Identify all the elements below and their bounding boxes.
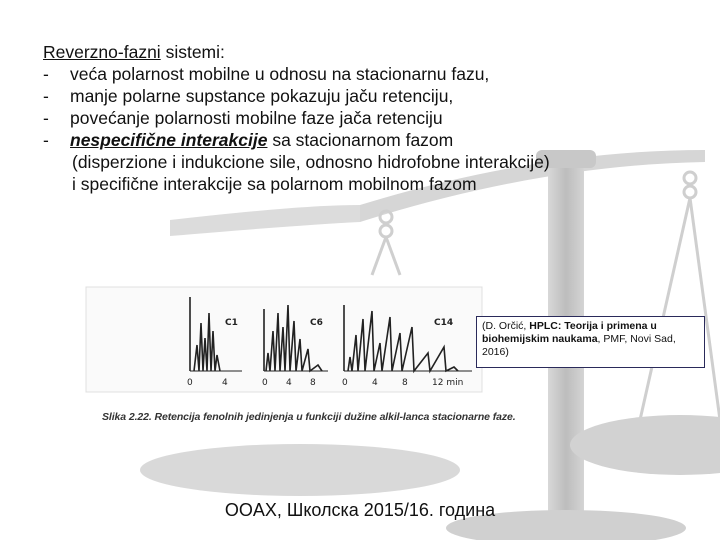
bullet-item — [43, 85, 683, 107]
axis-tick: 8 — [402, 378, 408, 388]
axis-tick: 4 — [372, 378, 378, 388]
bullet-continuation: (disperzione i indukcione sile, odnosno hidrofobne interakcije) — [72, 152, 550, 172]
panel-label: C14 — [434, 318, 454, 328]
bullet-dash: - — [43, 130, 49, 150]
bullet-item — [43, 107, 683, 129]
bullet-text: povećanje polarnosti mobilne faze jača retenciju — [70, 108, 443, 128]
slide-heading — [43, 41, 683, 63]
citation-box — [476, 316, 705, 368]
axis-tick: 0 — [262, 378, 268, 388]
axis-tick: 4 — [286, 378, 292, 388]
slide-footer: OOAX, Школска 2015/16. година — [224, 500, 496, 520]
bullet-dash: - — [43, 108, 49, 128]
chromatogram-image — [82, 283, 538, 408]
citation-text: (D. Orčić, — [482, 320, 530, 332]
citation-book-title: HPLC: Teorija i primena u biohemijskim naukama — [482, 320, 657, 345]
bullet-text: sa stacionarnom fazom — [267, 130, 454, 150]
axis-tick: 0 — [342, 378, 348, 388]
axis-tick: 0 — [187, 378, 193, 388]
axis-tick: 4 — [222, 378, 228, 388]
panel-label: C6 — [310, 318, 323, 328]
chromatogram-figure — [82, 283, 538, 433]
bullet-list — [43, 41, 683, 195]
heading-rest: sistemi: — [160, 42, 225, 62]
figure-caption: Slika 2.22. Retencija fenolnih jedinjenja u funkciji dužine alkil-lanca stacionarne faze. — [102, 411, 516, 423]
citation-text: , PMF, Novi Sad, 2016) — [482, 333, 676, 358]
panel-label: C1 — [225, 318, 238, 328]
bullet-item — [43, 129, 683, 151]
bullet-dash: - — [43, 86, 49, 106]
bullet-dash: - — [43, 64, 49, 84]
bullet-text: manje polarne supstance pokazuju jaču retenciju, — [70, 86, 454, 106]
heading-underlined: Reverzno-fazni — [43, 42, 161, 62]
axis-tick: 12 min — [432, 378, 464, 388]
axis-tick: 8 — [310, 378, 316, 388]
bullet-emphasis: nespecifične interakcije — [70, 130, 268, 150]
bullet-item — [43, 63, 683, 85]
bullet-continuation: i specifične interakcije sa polarnom mobilnom fazom — [72, 174, 477, 194]
bullet-text: veća polarnost mobilne u odnosu na stacionarnu fazu, — [70, 64, 490, 84]
